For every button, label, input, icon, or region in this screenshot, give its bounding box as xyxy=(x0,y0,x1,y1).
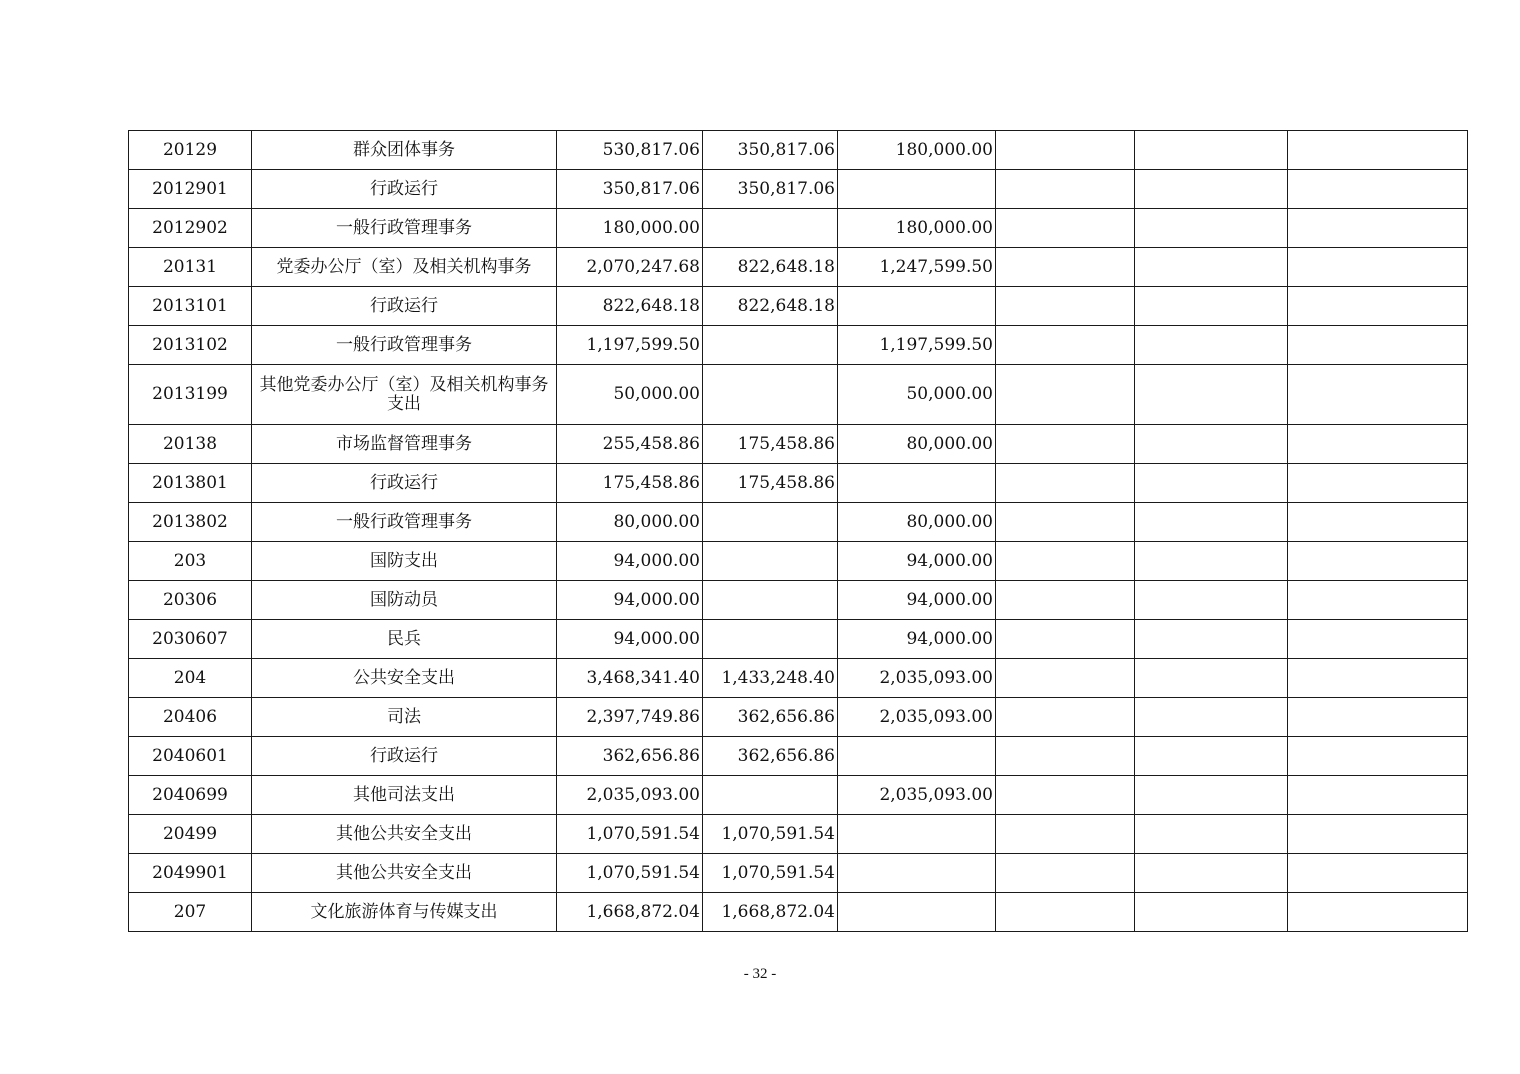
cell-basic-amount xyxy=(703,620,838,659)
cell-empty xyxy=(1288,581,1468,620)
cell-total-amount: 1,668,872.04 xyxy=(557,893,703,932)
cell-function-name: 行政运行 xyxy=(252,737,557,776)
cell-empty xyxy=(996,464,1135,503)
cell-function-name: 公共安全支出 xyxy=(252,659,557,698)
cell-empty xyxy=(1135,737,1288,776)
cell-empty xyxy=(1288,464,1468,503)
table-row xyxy=(129,287,1468,326)
cell-basic-amount xyxy=(703,503,838,542)
cell-function-code: 2013199 xyxy=(129,365,252,425)
cell-total-amount: 350,817.06 xyxy=(557,170,703,209)
cell-empty xyxy=(1135,326,1288,365)
cell-empty xyxy=(1135,542,1288,581)
cell-empty xyxy=(1135,131,1288,170)
cell-empty xyxy=(1135,893,1288,932)
cell-empty xyxy=(996,170,1135,209)
cell-total-amount: 175,458.86 xyxy=(557,464,703,503)
cell-empty xyxy=(1288,326,1468,365)
cell-empty xyxy=(1135,620,1288,659)
cell-empty xyxy=(1288,209,1468,248)
table-row xyxy=(129,776,1468,815)
cell-function-name: 行政运行 xyxy=(252,170,557,209)
cell-basic-amount: 350,817.06 xyxy=(703,170,838,209)
cell-function-name: 行政运行 xyxy=(252,287,557,326)
cell-function-code: 2040601 xyxy=(129,737,252,776)
cell-function-code: 207 xyxy=(129,893,252,932)
cell-basic-amount: 362,656.86 xyxy=(703,698,838,737)
cell-basic-amount xyxy=(703,581,838,620)
table-row xyxy=(129,659,1468,698)
cell-empty xyxy=(1288,776,1468,815)
cell-function-code: 2040699 xyxy=(129,776,252,815)
cell-function-code: 20129 xyxy=(129,131,252,170)
cell-empty xyxy=(1288,620,1468,659)
cell-empty xyxy=(1288,737,1468,776)
cell-empty xyxy=(996,698,1135,737)
cell-basic-amount: 362,656.86 xyxy=(703,737,838,776)
cell-project-amount: 94,000.00 xyxy=(838,542,996,581)
cell-empty xyxy=(1288,425,1468,464)
cell-function-code: 20138 xyxy=(129,425,252,464)
cell-empty xyxy=(996,248,1135,287)
cell-function-code: 20499 xyxy=(129,815,252,854)
cell-total-amount: 94,000.00 xyxy=(557,620,703,659)
cell-total-amount: 2,397,749.86 xyxy=(557,698,703,737)
table-row xyxy=(129,425,1468,464)
cell-total-amount: 80,000.00 xyxy=(557,503,703,542)
cell-total-amount: 1,197,599.50 xyxy=(557,326,703,365)
cell-empty xyxy=(1135,581,1288,620)
cell-basic-amount: 822,648.18 xyxy=(703,287,838,326)
cell-basic-amount: 1,070,591.54 xyxy=(703,815,838,854)
cell-function-code: 20306 xyxy=(129,581,252,620)
cell-empty xyxy=(1288,287,1468,326)
cell-empty xyxy=(1135,464,1288,503)
cell-basic-amount: 1,433,248.40 xyxy=(703,659,838,698)
cell-function-name: 民兵 xyxy=(252,620,557,659)
cell-empty xyxy=(1288,854,1468,893)
table-row xyxy=(129,365,1468,425)
table-row xyxy=(129,893,1468,932)
table-row xyxy=(129,542,1468,581)
cell-project-amount xyxy=(838,815,996,854)
cell-empty xyxy=(996,542,1135,581)
cell-empty xyxy=(996,131,1135,170)
cell-project-amount: 1,247,599.50 xyxy=(838,248,996,287)
cell-total-amount: 50,000.00 xyxy=(557,365,703,425)
cell-empty xyxy=(1288,503,1468,542)
cell-function-code: 2013801 xyxy=(129,464,252,503)
cell-basic-amount: 175,458.86 xyxy=(703,464,838,503)
table-row xyxy=(129,581,1468,620)
table-row xyxy=(129,131,1468,170)
cell-project-amount: 2,035,093.00 xyxy=(838,776,996,815)
cell-empty xyxy=(1135,209,1288,248)
cell-empty xyxy=(996,776,1135,815)
cell-total-amount: 822,648.18 xyxy=(557,287,703,326)
cell-function-name: 文化旅游体育与传媒支出 xyxy=(252,893,557,932)
cell-basic-amount: 1,070,591.54 xyxy=(703,854,838,893)
table-row xyxy=(129,815,1468,854)
cell-function-name: 其他公共安全支出 xyxy=(252,854,557,893)
cell-function-code: 2012902 xyxy=(129,209,252,248)
cell-function-code: 2049901 xyxy=(129,854,252,893)
cell-total-amount: 255,458.86 xyxy=(557,425,703,464)
cell-function-name: 市场监督管理事务 xyxy=(252,425,557,464)
cell-project-amount: 2,035,093.00 xyxy=(838,698,996,737)
cell-empty xyxy=(996,854,1135,893)
cell-empty xyxy=(1288,170,1468,209)
cell-empty xyxy=(996,287,1135,326)
cell-empty xyxy=(996,209,1135,248)
cell-empty xyxy=(1288,893,1468,932)
cell-empty xyxy=(1135,815,1288,854)
cell-function-name: 国防动员 xyxy=(252,581,557,620)
cell-project-amount: 80,000.00 xyxy=(838,503,996,542)
cell-project-amount xyxy=(838,464,996,503)
cell-function-name: 其他党委办公厅（室）及相关机构事务支出 xyxy=(252,365,557,425)
cell-empty xyxy=(1135,248,1288,287)
cell-empty xyxy=(1135,503,1288,542)
cell-empty xyxy=(996,659,1135,698)
cell-function-name: 一般行政管理事务 xyxy=(252,503,557,542)
cell-empty xyxy=(1135,659,1288,698)
cell-basic-amount: 175,458.86 xyxy=(703,425,838,464)
cell-empty xyxy=(1288,248,1468,287)
budget-table-body xyxy=(129,131,1468,932)
cell-total-amount: 3,468,341.40 xyxy=(557,659,703,698)
cell-empty xyxy=(1288,365,1468,425)
cell-project-amount xyxy=(838,170,996,209)
cell-function-name: 其他公共安全支出 xyxy=(252,815,557,854)
cell-empty xyxy=(1135,425,1288,464)
cell-total-amount: 2,070,247.68 xyxy=(557,248,703,287)
table-row xyxy=(129,503,1468,542)
table-row xyxy=(129,209,1468,248)
cell-function-code: 2013802 xyxy=(129,503,252,542)
cell-total-amount: 530,817.06 xyxy=(557,131,703,170)
cell-function-code: 2012901 xyxy=(129,170,252,209)
cell-basic-amount: 822,648.18 xyxy=(703,248,838,287)
cell-empty xyxy=(1135,698,1288,737)
cell-empty xyxy=(1135,854,1288,893)
cell-basic-amount: 1,668,872.04 xyxy=(703,893,838,932)
cell-function-code: 20131 xyxy=(129,248,252,287)
table-row xyxy=(129,737,1468,776)
cell-total-amount: 2,035,093.00 xyxy=(557,776,703,815)
cell-function-code: 2013102 xyxy=(129,326,252,365)
cell-empty xyxy=(996,365,1135,425)
table-row xyxy=(129,854,1468,893)
cell-function-name: 国防支出 xyxy=(252,542,557,581)
cell-project-amount: 2,035,093.00 xyxy=(838,659,996,698)
cell-empty xyxy=(996,815,1135,854)
cell-total-amount: 94,000.00 xyxy=(557,581,703,620)
cell-function-name: 党委办公厅（室）及相关机构事务 xyxy=(252,248,557,287)
cell-project-amount xyxy=(838,854,996,893)
cell-empty xyxy=(996,326,1135,365)
cell-total-amount: 1,070,591.54 xyxy=(557,815,703,854)
cell-project-amount: 80,000.00 xyxy=(838,425,996,464)
cell-empty xyxy=(1288,542,1468,581)
cell-empty xyxy=(1135,170,1288,209)
cell-empty xyxy=(1288,659,1468,698)
cell-empty xyxy=(996,737,1135,776)
cell-project-amount: 1,197,599.50 xyxy=(838,326,996,365)
cell-total-amount: 1,070,591.54 xyxy=(557,854,703,893)
cell-project-amount: 180,000.00 xyxy=(838,209,996,248)
cell-function-name: 行政运行 xyxy=(252,464,557,503)
cell-project-amount xyxy=(838,287,996,326)
cell-function-name: 一般行政管理事务 xyxy=(252,326,557,365)
cell-function-name: 司法 xyxy=(252,698,557,737)
table-row xyxy=(129,170,1468,209)
cell-empty xyxy=(1135,776,1288,815)
page-number: - 32 - xyxy=(743,966,777,982)
cell-empty xyxy=(1288,815,1468,854)
cell-empty xyxy=(1288,131,1468,170)
cell-basic-amount xyxy=(703,542,838,581)
cell-total-amount: 362,656.86 xyxy=(557,737,703,776)
cell-function-name: 群众团体事务 xyxy=(252,131,557,170)
cell-empty xyxy=(996,893,1135,932)
cell-function-code: 203 xyxy=(129,542,252,581)
table-row xyxy=(129,326,1468,365)
budget-table xyxy=(128,130,1468,932)
cell-basic-amount xyxy=(703,326,838,365)
cell-project-amount xyxy=(838,893,996,932)
table-row xyxy=(129,248,1468,287)
cell-function-code: 2030607 xyxy=(129,620,252,659)
cell-basic-amount xyxy=(703,776,838,815)
cell-empty xyxy=(1288,698,1468,737)
cell-project-amount: 94,000.00 xyxy=(838,581,996,620)
table-row xyxy=(129,698,1468,737)
cell-empty xyxy=(996,620,1135,659)
cell-empty xyxy=(996,425,1135,464)
cell-project-amount xyxy=(838,737,996,776)
cell-total-amount: 180,000.00 xyxy=(557,209,703,248)
cell-basic-amount: 350,817.06 xyxy=(703,131,838,170)
cell-function-name: 其他司法支出 xyxy=(252,776,557,815)
cell-project-amount: 180,000.00 xyxy=(838,131,996,170)
table-row xyxy=(129,620,1468,659)
cell-function-name: 一般行政管理事务 xyxy=(252,209,557,248)
cell-empty xyxy=(1135,365,1288,425)
cell-empty xyxy=(1135,287,1288,326)
cell-basic-amount xyxy=(703,209,838,248)
cell-total-amount: 94,000.00 xyxy=(557,542,703,581)
cell-empty xyxy=(996,503,1135,542)
cell-function-code: 204 xyxy=(129,659,252,698)
table-row xyxy=(129,464,1468,503)
cell-function-code: 2013101 xyxy=(129,287,252,326)
cell-basic-amount xyxy=(703,365,838,425)
cell-function-code: 20406 xyxy=(129,698,252,737)
cell-project-amount: 94,000.00 xyxy=(838,620,996,659)
cell-project-amount: 50,000.00 xyxy=(838,365,996,425)
cell-empty xyxy=(996,581,1135,620)
